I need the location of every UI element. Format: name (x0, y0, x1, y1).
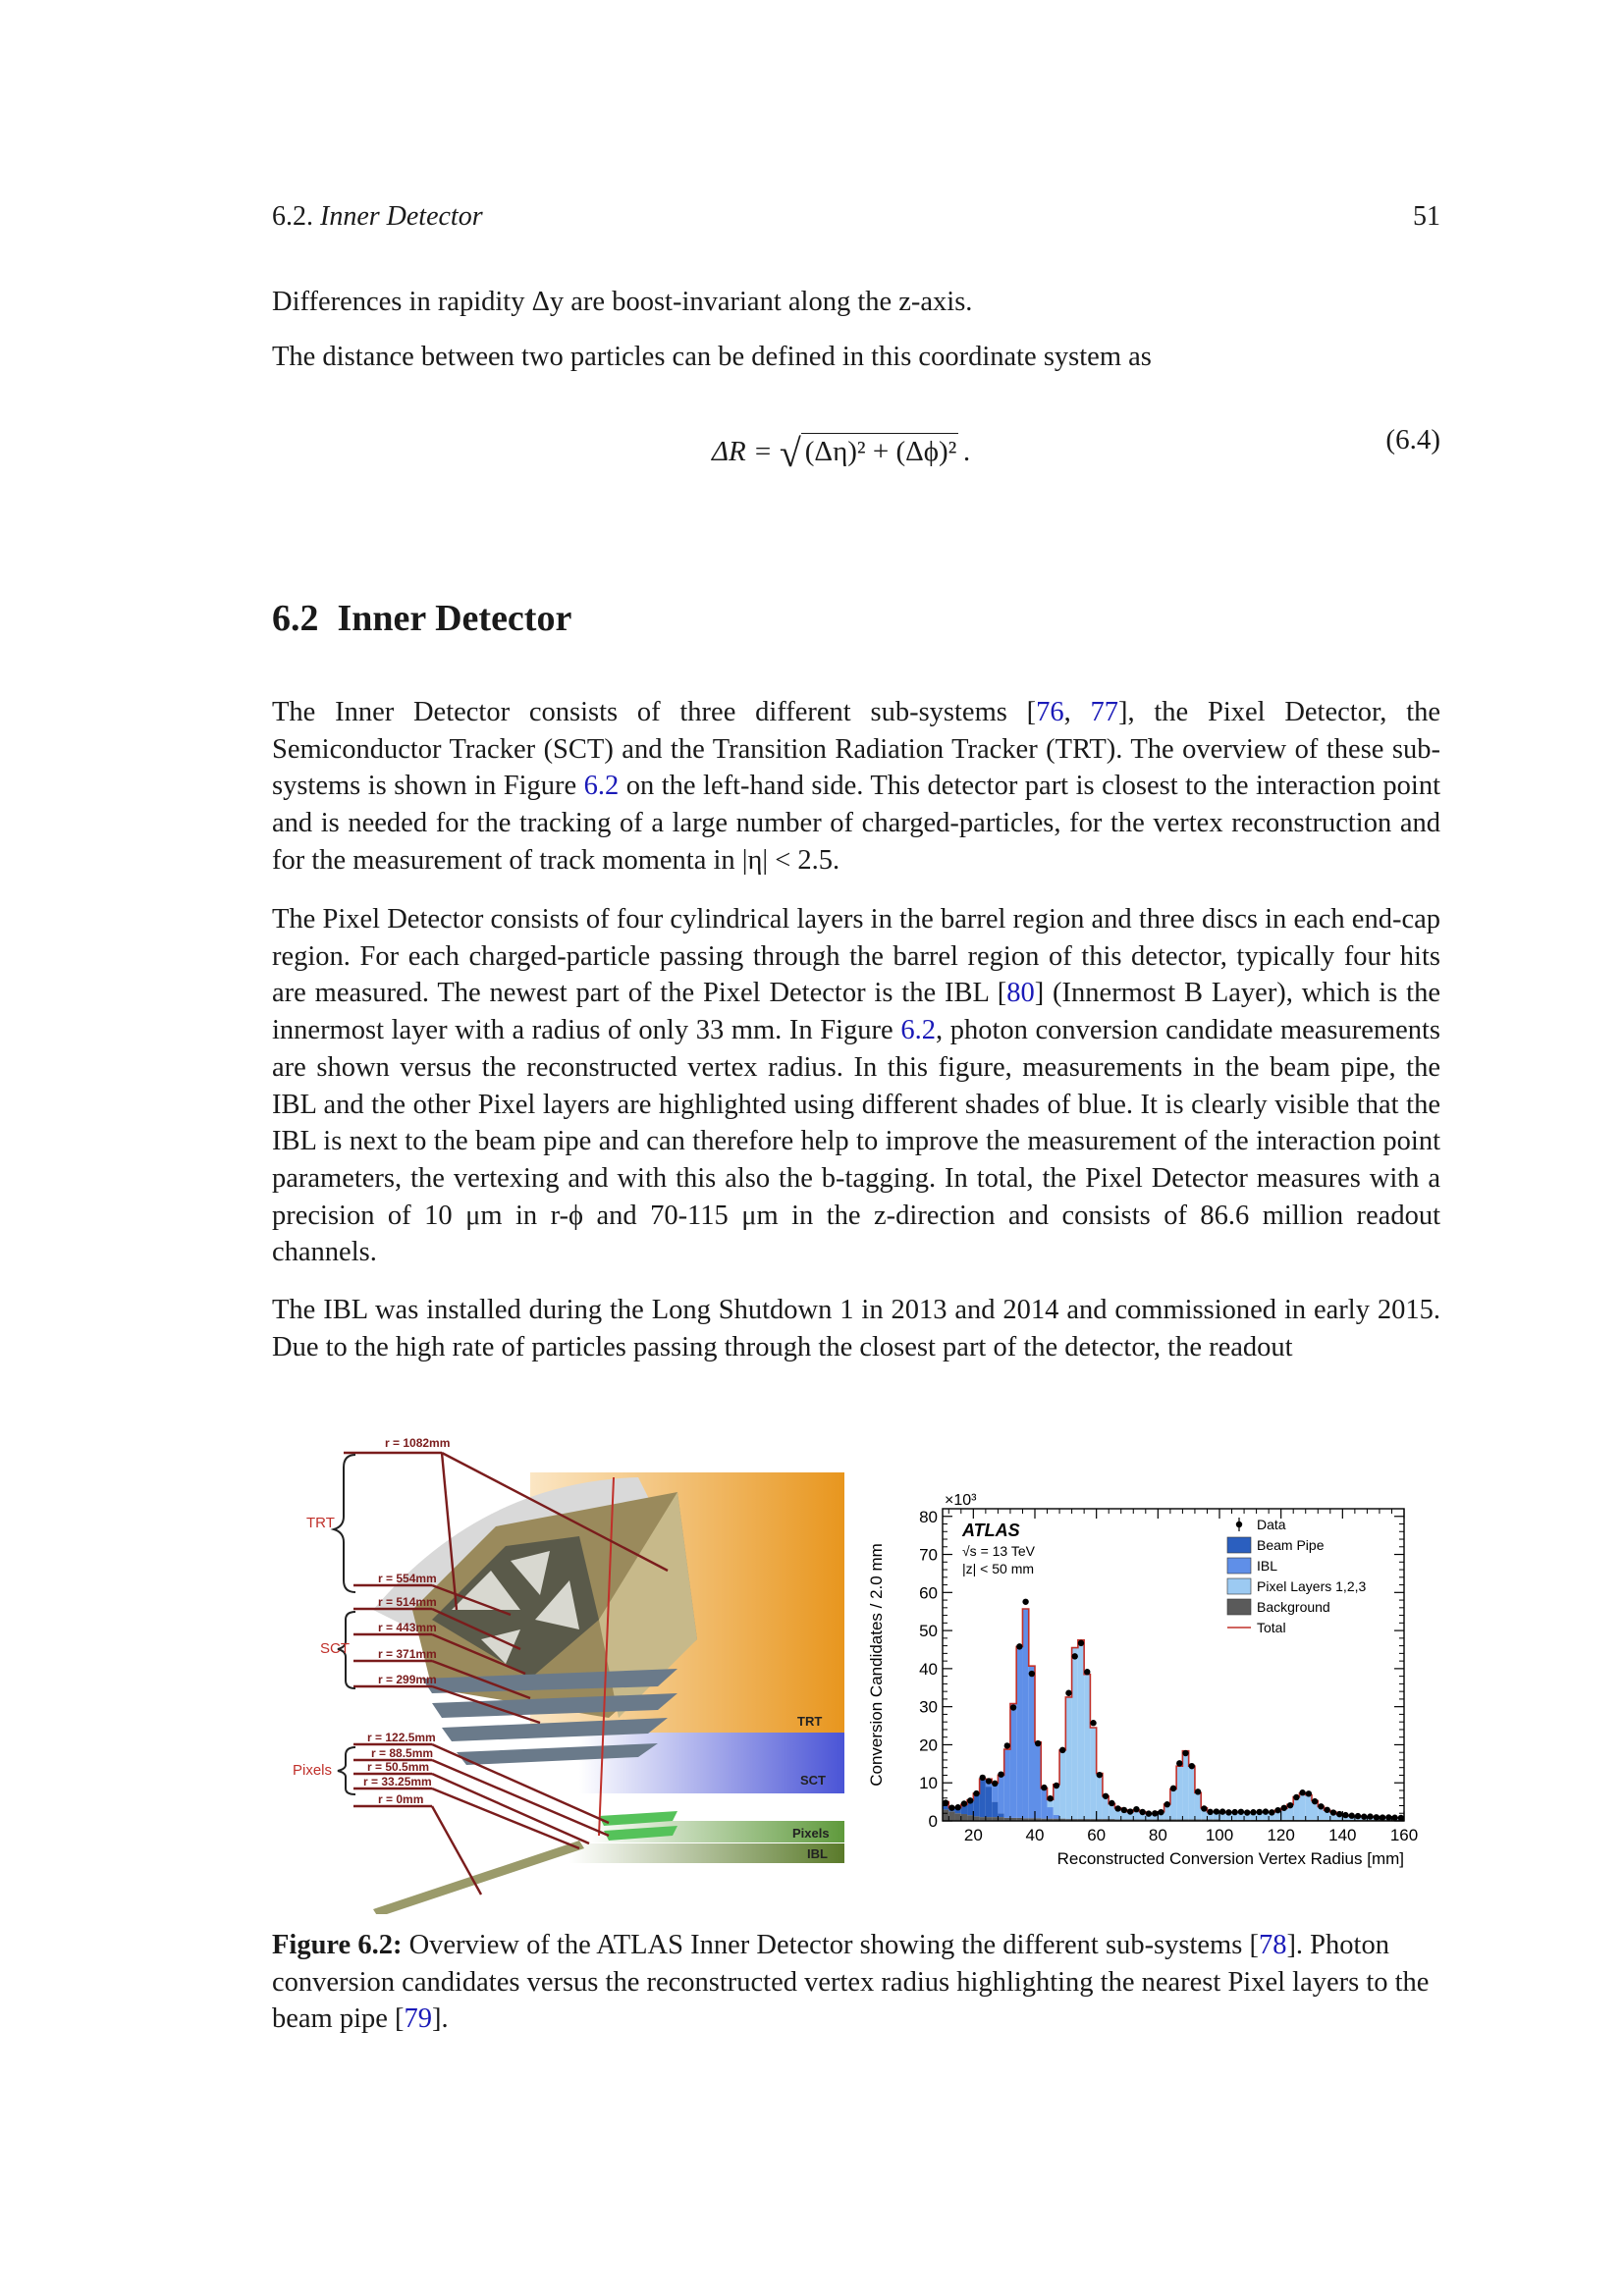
data-point (943, 1799, 948, 1805)
data-point (1238, 1809, 1244, 1815)
data-point (1244, 1809, 1250, 1815)
data-point (1257, 1809, 1263, 1815)
chart-legend (1227, 1517, 1366, 1635)
data-point (1078, 1640, 1084, 1646)
data-point (1398, 1815, 1404, 1821)
data-point (1170, 1786, 1176, 1791)
equation-radicand-wrap (801, 436, 957, 468)
data-point (998, 1771, 1003, 1777)
text-run: on the left-hand side. This detector part is closest to the interaction point and is needed for the tracking of a large number of charged-particles, for the vertex reconstruction and for the measurement of track momenta in |η| < 2.5. (272, 771, 1440, 876)
data-point (1158, 1809, 1164, 1815)
data-point (1121, 1807, 1127, 1813)
citation-link-80[interactable]: 80 (1006, 978, 1035, 1009)
data-point (1047, 1795, 1053, 1801)
paragraph-pixel-detector (272, 901, 1440, 1271)
data-point (948, 1804, 954, 1810)
experiment-label: ATLAS (962, 1521, 1020, 1540)
data-point (1355, 1813, 1361, 1819)
data-point (1207, 1809, 1213, 1815)
radius-label: r = 514mm (378, 1595, 437, 1609)
y-tick-label: 70 (919, 1545, 938, 1565)
bar-beam-pipe (973, 1793, 979, 1816)
x-tick-label: 80 (1148, 1826, 1167, 1844)
annotation-z-cut: |z| < 50 mm (962, 1561, 1035, 1576)
text-run: ]. Photon conversion candidates versus the reconstructed vertex radius highlighting the nearest Pixel layers to the beam pipe [ (272, 1930, 1430, 2035)
data-point (1374, 1814, 1380, 1820)
data-point (1225, 1809, 1231, 1815)
bar-pixel-layers-1-2-3 (1189, 1766, 1195, 1819)
x-tick-label: 20 (963, 1826, 983, 1844)
data-point (1380, 1814, 1385, 1820)
legend-label: IBL (1257, 1558, 1278, 1574)
data-point (1214, 1808, 1219, 1814)
radius-label: r = 1082mm (385, 1436, 451, 1450)
beam-pipe (373, 1841, 584, 1914)
intro-paragraph-1: Differences in rapidity Δy are boost-invariant along the z-axis. (272, 287, 973, 317)
legend-swatch (1227, 1537, 1251, 1553)
bar-beam-pipe (980, 1779, 986, 1817)
text-run: ], the Pixel Detector, the Semiconductor Tracker (SCT) and the Transition Radiation Tracker (TRT). The overview of these sub-systems is shown in Figure (272, 697, 1441, 802)
text-run: ]. (432, 2003, 449, 2035)
legend-label: Total (1257, 1620, 1286, 1635)
bar-pixel-layers-1-2-3 (1097, 1774, 1103, 1820)
bar-pixel-layers-1-2-3 (1103, 1796, 1109, 1819)
group-label-trt: TRT (306, 1515, 335, 1531)
radius-label: r = 33.25mm (363, 1775, 432, 1789)
radius-label: r = 0mm (378, 1792, 424, 1806)
x-tick-label: 40 (1025, 1826, 1045, 1844)
figure-link-6-2[interactable]: 6.2 (900, 1015, 936, 1046)
bar-pixel-layers-1-2-3 (1306, 1795, 1312, 1820)
data-point (1219, 1808, 1225, 1814)
y-tick-label: 40 (919, 1659, 938, 1679)
data-point (1035, 1740, 1041, 1746)
paragraph-ibl: The IBL was installed during the Long Shutdown 1 in 2013 and 2014 and commissioned in early 2015. Due to the high rate of particles passing through the closest part of the detector, the readout (272, 1295, 1440, 1362)
data-point (1016, 1643, 1022, 1649)
radius-label: r = 371mm (378, 1647, 437, 1661)
data-point (1201, 1805, 1207, 1811)
bar-ibl (1054, 1815, 1059, 1819)
text-run: The Pixel Detector consists of four cylindrical layers in the barrel region and three discs in each end-cap region. For each charged-particle passing through the barrel region of this detector, typically four hits are measured. The newest part of the Pixel Detector is the IBL [ (272, 904, 1440, 1009)
y-tick-label: 60 (919, 1583, 938, 1603)
data-point (1010, 1704, 1016, 1710)
data-point (1146, 1810, 1152, 1816)
page-number: 51 (1413, 201, 1440, 232)
data-point (1281, 1805, 1287, 1811)
conversion-vertex-chart (862, 1487, 1432, 1909)
y-tick-label: 10 (919, 1774, 938, 1793)
bar-background (955, 1813, 961, 1821)
bar-ibl (1022, 1609, 1028, 1818)
band-label-trt: TRT (797, 1714, 823, 1729)
data-point (1139, 1809, 1145, 1815)
y-tick-label: 50 (919, 1622, 938, 1641)
data-point (1269, 1809, 1274, 1815)
legend-label: Data (1257, 1517, 1286, 1532)
data-point (1349, 1813, 1355, 1819)
band-label-pixels: Pixels (792, 1826, 830, 1841)
bar-beam-pipe (986, 1787, 992, 1817)
data-point (1114, 1805, 1120, 1811)
data-point (1306, 1790, 1312, 1796)
data-point (986, 1778, 992, 1784)
data-point (1336, 1811, 1342, 1817)
data-point (1182, 1750, 1188, 1756)
y-tick-label: 30 (919, 1697, 938, 1717)
bar-beam-pipe (992, 1802, 998, 1818)
section-number: 6.2 (272, 598, 319, 639)
data-point (1164, 1801, 1170, 1807)
bar-pixel-layers-1-2-3 (1170, 1789, 1176, 1819)
ibl-band (569, 1843, 844, 1863)
data-point (1195, 1789, 1201, 1794)
data-point (1127, 1808, 1133, 1814)
text-run: The Inner Detector consists of three different sub-systems [ (272, 697, 1037, 727)
figure-link-6-2[interactable]: 6.2 (583, 771, 620, 802)
equation-6-4 (272, 412, 1440, 475)
x-axis-label: Reconstructed Conversion Vertex Radius [mm] (1056, 1849, 1404, 1868)
bar-pixel-layers-1-2-3 (1054, 1785, 1059, 1815)
data-point (1391, 1815, 1397, 1821)
data-point (1385, 1814, 1391, 1820)
bar-background (967, 1815, 973, 1821)
data-point (1103, 1793, 1109, 1799)
bar-pixel-layers-1-2-3 (1299, 1793, 1305, 1820)
group-braces (334, 1455, 355, 1794)
bar-pixel-layers-1-2-3 (1072, 1648, 1078, 1820)
running-header (272, 201, 1440, 233)
data-point (1342, 1812, 1348, 1818)
data-point (1133, 1806, 1139, 1812)
data-point (1090, 1720, 1096, 1726)
data-point (1324, 1807, 1329, 1813)
x-tick-label: 100 (1205, 1826, 1234, 1844)
caption-label: Figure 6.2: (272, 1930, 403, 1960)
paragraph-inner-detector (272, 694, 1440, 880)
section-heading (272, 597, 571, 640)
legend-swatch (1227, 1599, 1251, 1615)
bar-ibl (1048, 1807, 1054, 1819)
data-point (1065, 1690, 1071, 1696)
band-label-sct: SCT (800, 1773, 826, 1788)
bar-ibl (1029, 1666, 1035, 1818)
data-point (1022, 1599, 1028, 1605)
y-tick-label: 80 (919, 1507, 938, 1526)
intro-paragraph-2: The distance between two particles can be defined in this coordinate system as (272, 342, 1152, 372)
bar-background (948, 1811, 954, 1821)
x-tick-label: 160 (1389, 1826, 1419, 1844)
detector-figure (285, 1423, 844, 1914)
section-title: Inner Detector (337, 598, 572, 639)
data-point (1299, 1789, 1305, 1795)
text-run: , (1063, 697, 1091, 727)
data-point (1084, 1669, 1090, 1675)
sqrt-bar (801, 433, 959, 434)
data-point (1263, 1808, 1269, 1814)
chart-marks (943, 1599, 1404, 1822)
data-point (1274, 1807, 1280, 1813)
bar-pixel-layers-1-2-3 (1195, 1792, 1201, 1819)
data-point (1231, 1809, 1237, 1815)
radius-label: r = 88.5mm (371, 1746, 434, 1760)
bar-pixel-layers-1-2-3 (1090, 1728, 1096, 1819)
data-point (1312, 1798, 1318, 1804)
bar-beam-pipe (998, 1813, 1003, 1817)
data-point (1330, 1809, 1336, 1815)
data-point (980, 1775, 986, 1781)
data-point (1367, 1813, 1373, 1819)
bar-ibl (1016, 1646, 1022, 1818)
data-point (954, 1804, 960, 1810)
radius-label: r = 299mm (378, 1673, 437, 1686)
bar-background (961, 1814, 967, 1821)
bar-background (943, 1809, 948, 1821)
x-tick-label: 140 (1328, 1826, 1357, 1844)
data-point (1293, 1794, 1299, 1800)
radius-label: r = 50.5mm (367, 1760, 430, 1774)
y-axis-label: Conversion Candidates / 2.0 mm (867, 1543, 886, 1787)
equation-tail: . (956, 436, 971, 467)
text-run: , photon conversion candidate measurements are shown versus the reconstructed vertex radius. In this figure, measurements in the beam pipe, the IBL and the other Pixel layers are highlighted using different shades of blue. It is clearly visible that the IBL is next to the beam pipe and can therefore help to improve the measurement of the interaction point parameters, the vertexing and with this also the b-tagging. In total, the Pixel Detector measures with a precision of 10 μm in r-ϕ and 70-115 μm in the z-direction and consists of 86.6 million readout channels. (272, 1015, 1440, 1268)
data-point (1250, 1809, 1256, 1815)
bar-ibl (1004, 1749, 1010, 1818)
bar-pixel-layers-1-2-3 (1059, 1750, 1065, 1819)
data-point (1109, 1800, 1114, 1806)
data-point (1152, 1810, 1158, 1816)
data-point (1287, 1802, 1293, 1808)
legend-label: Pixel Layers 1,2,3 (1257, 1578, 1367, 1594)
bar-pixel-layers-1-2-3 (1065, 1697, 1071, 1819)
y-exponent: ×10³ (945, 1492, 977, 1509)
legend-label: Background (1257, 1599, 1330, 1615)
equation-number: (6.4) (1385, 424, 1440, 455)
annotation-energy: √s = 13 TeV (962, 1543, 1035, 1559)
data-point (1029, 1671, 1035, 1677)
data-point (1361, 1814, 1367, 1820)
bar-pixel-layers-1-2-3 (1084, 1675, 1090, 1819)
data-point (1097, 1772, 1103, 1778)
radius-label: r = 122.5mm (367, 1731, 436, 1744)
bar-pixel-layers-1-2-3 (1182, 1751, 1188, 1820)
header-section-title: Inner Detector (320, 201, 483, 232)
y-tick-label: 0 (928, 1812, 938, 1831)
data-point (973, 1790, 979, 1796)
citation-link-77[interactable]: 77 (1090, 697, 1118, 727)
bar-ibl (1035, 1742, 1041, 1819)
data-point (1176, 1760, 1182, 1766)
x-tick-label: 60 (1087, 1826, 1107, 1844)
legend-swatch (1227, 1558, 1251, 1574)
radius-label: r = 443mm (378, 1621, 437, 1634)
data-point (1041, 1785, 1047, 1790)
band-label-ibl: IBL (807, 1846, 828, 1861)
group-label-pixels: Pixels (293, 1762, 333, 1779)
equation-radicand: (Δη)² + (Δϕ)² (804, 436, 957, 467)
data-point (967, 1797, 973, 1803)
bar-pixel-layers-1-2-3 (1078, 1640, 1084, 1819)
citation-link-78[interactable]: 78 (1258, 1930, 1287, 1960)
group-label-sct: SCT (320, 1640, 350, 1657)
bar-pixel-layers-1-2-3 (1176, 1766, 1182, 1819)
bar-ibl (1041, 1789, 1047, 1819)
legend-label: Beam Pipe (1257, 1537, 1325, 1553)
radius-label: r = 554mm (378, 1572, 437, 1585)
header-section-number: 6.2. (272, 201, 313, 232)
data-point (1189, 1763, 1195, 1769)
bar-ibl (1010, 1704, 1016, 1818)
data-point (1054, 1783, 1059, 1789)
citation-link-79[interactable]: 79 (404, 2003, 433, 2035)
data-point (1318, 1803, 1324, 1809)
figure-caption (272, 1927, 1440, 2038)
data-point (992, 1781, 998, 1787)
data-point (1059, 1747, 1065, 1753)
data-point (1004, 1742, 1010, 1748)
equation-body (712, 424, 971, 475)
citation-link-76[interactable]: 76 (1036, 697, 1064, 727)
equation-lhs: ΔR = (712, 436, 780, 467)
bar-ibl (998, 1775, 1003, 1813)
sqrt-icon: √ (779, 431, 801, 475)
text-run: ] (Innermost B Layer), which is the innermost layer with a radius of only 33 mm. In Figure (272, 978, 1441, 1046)
text-run: Overview of the ATLAS Inner Detector showing the different sub-systems [ (402, 1930, 1259, 1960)
legend-swatch (1227, 1578, 1251, 1594)
data-point (1072, 1653, 1078, 1659)
x-tick-label: 120 (1267, 1826, 1295, 1844)
y-tick-label: 20 (919, 1735, 938, 1755)
data-point (961, 1800, 967, 1806)
